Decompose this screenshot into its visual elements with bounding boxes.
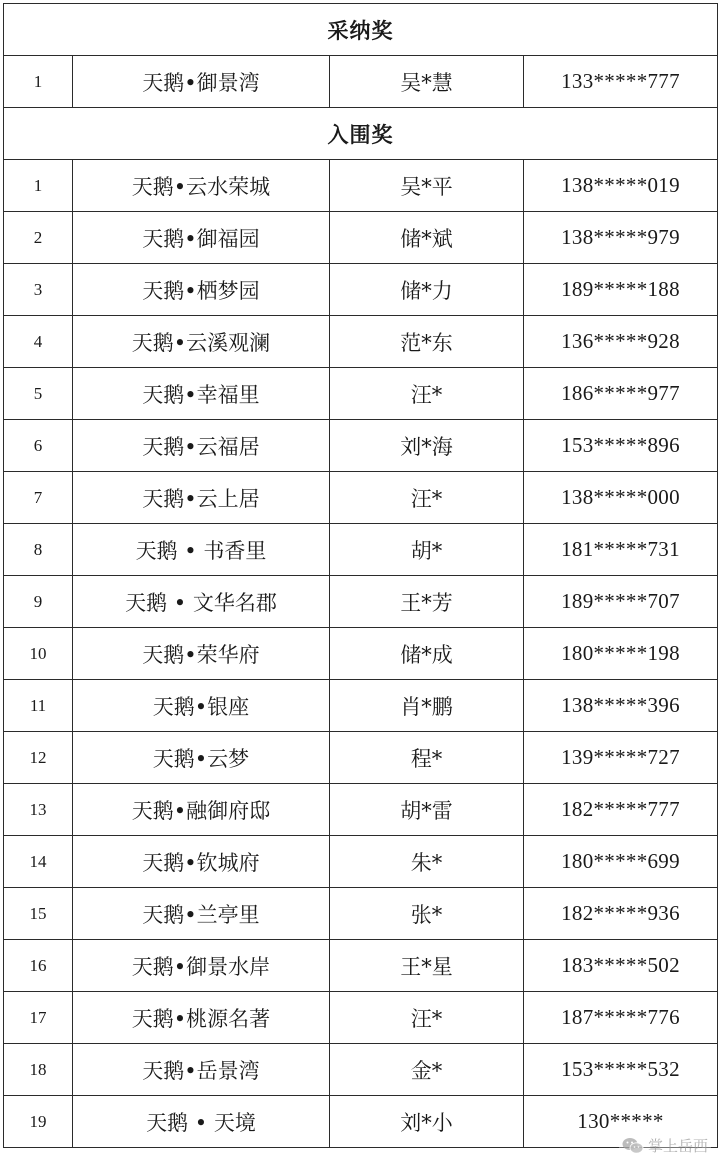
table-row [4, 316, 718, 368]
table-row [4, 56, 718, 108]
phone-number: 180*****198 [524, 628, 718, 680]
section-title: 入围奖 [4, 108, 718, 160]
table-row [4, 732, 718, 784]
phone-number: 130***** [524, 1096, 718, 1148]
row-number: 12 [4, 732, 73, 784]
phone-number: 183*****502 [524, 940, 718, 992]
phone-number: 133*****777 [524, 56, 718, 108]
phone-number: 153*****532 [524, 1044, 718, 1096]
winner-name: 储*成 [330, 628, 524, 680]
phone-number: 186*****977 [524, 368, 718, 420]
phone-number: 182*****936 [524, 888, 718, 940]
phone-number: 189*****707 [524, 576, 718, 628]
phone-number: 138*****019 [524, 160, 718, 212]
row-number: 13 [4, 784, 73, 836]
project-name: 天鹅•云福居 [73, 420, 330, 472]
table-row [4, 628, 718, 680]
winner-name: 吴*慧 [330, 56, 524, 108]
winner-name: 吴*平 [330, 160, 524, 212]
winner-name: 汪* [330, 472, 524, 524]
row-number: 11 [4, 680, 73, 732]
table-row [4, 992, 718, 1044]
project-name: 天鹅•岳景湾 [73, 1044, 330, 1096]
winner-name: 胡* [330, 524, 524, 576]
row-number: 5 [4, 368, 73, 420]
wechat-icon [622, 1137, 644, 1155]
row-number: 1 [4, 160, 73, 212]
phone-number: 182*****777 [524, 784, 718, 836]
row-number: 3 [4, 264, 73, 316]
project-name: 天鹅 • 文华名郡 [73, 576, 330, 628]
winner-name: 王*星 [330, 940, 524, 992]
table-row [4, 524, 718, 576]
row-number: 4 [4, 316, 73, 368]
row-number: 15 [4, 888, 73, 940]
table-row [4, 160, 718, 212]
phone-number: 153*****896 [524, 420, 718, 472]
table-row [4, 212, 718, 264]
project-name: 天鹅•幸福里 [73, 368, 330, 420]
row-number: 10 [4, 628, 73, 680]
winner-name: 肖*鹏 [330, 680, 524, 732]
table-row [4, 680, 718, 732]
winner-name: 刘*海 [330, 420, 524, 472]
row-number: 14 [4, 836, 73, 888]
project-name: 天鹅•融御府邸 [73, 784, 330, 836]
row-number: 18 [4, 1044, 73, 1096]
row-number: 17 [4, 992, 73, 1044]
winner-name: 金* [330, 1044, 524, 1096]
table-row [4, 1044, 718, 1096]
table-row [4, 836, 718, 888]
project-name: 天鹅•云上居 [73, 472, 330, 524]
phone-number: 181*****731 [524, 524, 718, 576]
table-row [4, 888, 718, 940]
phone-number: 139*****727 [524, 732, 718, 784]
project-name: 天鹅•桃源名著 [73, 992, 330, 1044]
row-number: 8 [4, 524, 73, 576]
phone-number: 180*****699 [524, 836, 718, 888]
project-name: 天鹅•荣华府 [73, 628, 330, 680]
winner-name: 刘*小 [330, 1096, 524, 1148]
winner-name: 朱* [330, 836, 524, 888]
phone-number: 138*****000 [524, 472, 718, 524]
section-header-row [4, 108, 718, 160]
winner-name: 范*东 [330, 316, 524, 368]
winner-name: 储*力 [330, 264, 524, 316]
phone-number: 138*****396 [524, 680, 718, 732]
table-row [4, 784, 718, 836]
project-name: 天鹅•银座 [73, 680, 330, 732]
project-name: 天鹅•御福园 [73, 212, 330, 264]
table-row [4, 1096, 718, 1148]
winner-name: 张* [330, 888, 524, 940]
row-number: 6 [4, 420, 73, 472]
awards-table [3, 3, 718, 1148]
project-name: 天鹅•御景水岸 [73, 940, 330, 992]
phone-number: 138*****979 [524, 212, 718, 264]
row-number: 7 [4, 472, 73, 524]
table-row [4, 420, 718, 472]
project-name: 天鹅•栖梦园 [73, 264, 330, 316]
project-name: 天鹅•钦城府 [73, 836, 330, 888]
project-name: 天鹅•兰亭里 [73, 888, 330, 940]
watermark-text: 掌上岳西 [647, 1137, 708, 1155]
project-name: 天鹅•云水荣城 [73, 160, 330, 212]
section-header-row [4, 4, 718, 56]
row-number: 2 [4, 212, 73, 264]
phone-number: 136*****928 [524, 316, 718, 368]
table-row [4, 472, 718, 524]
table-row [4, 940, 718, 992]
project-name: 天鹅•御景湾 [73, 56, 330, 108]
watermark [619, 1134, 711, 1157]
winner-name: 汪* [330, 368, 524, 420]
table-row [4, 264, 718, 316]
row-number: 19 [4, 1096, 73, 1148]
project-name: 天鹅•云梦 [73, 732, 330, 784]
row-number: 9 [4, 576, 73, 628]
table-row [4, 576, 718, 628]
table-row [4, 368, 718, 420]
project-name: 天鹅•云溪观澜 [73, 316, 330, 368]
project-name: 天鹅 • 天境 [73, 1096, 330, 1148]
phone-number: 187*****776 [524, 992, 718, 1044]
row-number: 16 [4, 940, 73, 992]
winner-name: 储*斌 [330, 212, 524, 264]
project-name: 天鹅 • 书香里 [73, 524, 330, 576]
row-number: 1 [4, 56, 73, 108]
phone-number: 189*****188 [524, 264, 718, 316]
winner-name: 王*芳 [330, 576, 524, 628]
winner-name: 胡*雷 [330, 784, 524, 836]
section-title: 采纳奖 [4, 4, 718, 56]
winner-name: 汪* [330, 992, 524, 1044]
winner-name: 程* [330, 732, 524, 784]
table-body [4, 4, 718, 1148]
